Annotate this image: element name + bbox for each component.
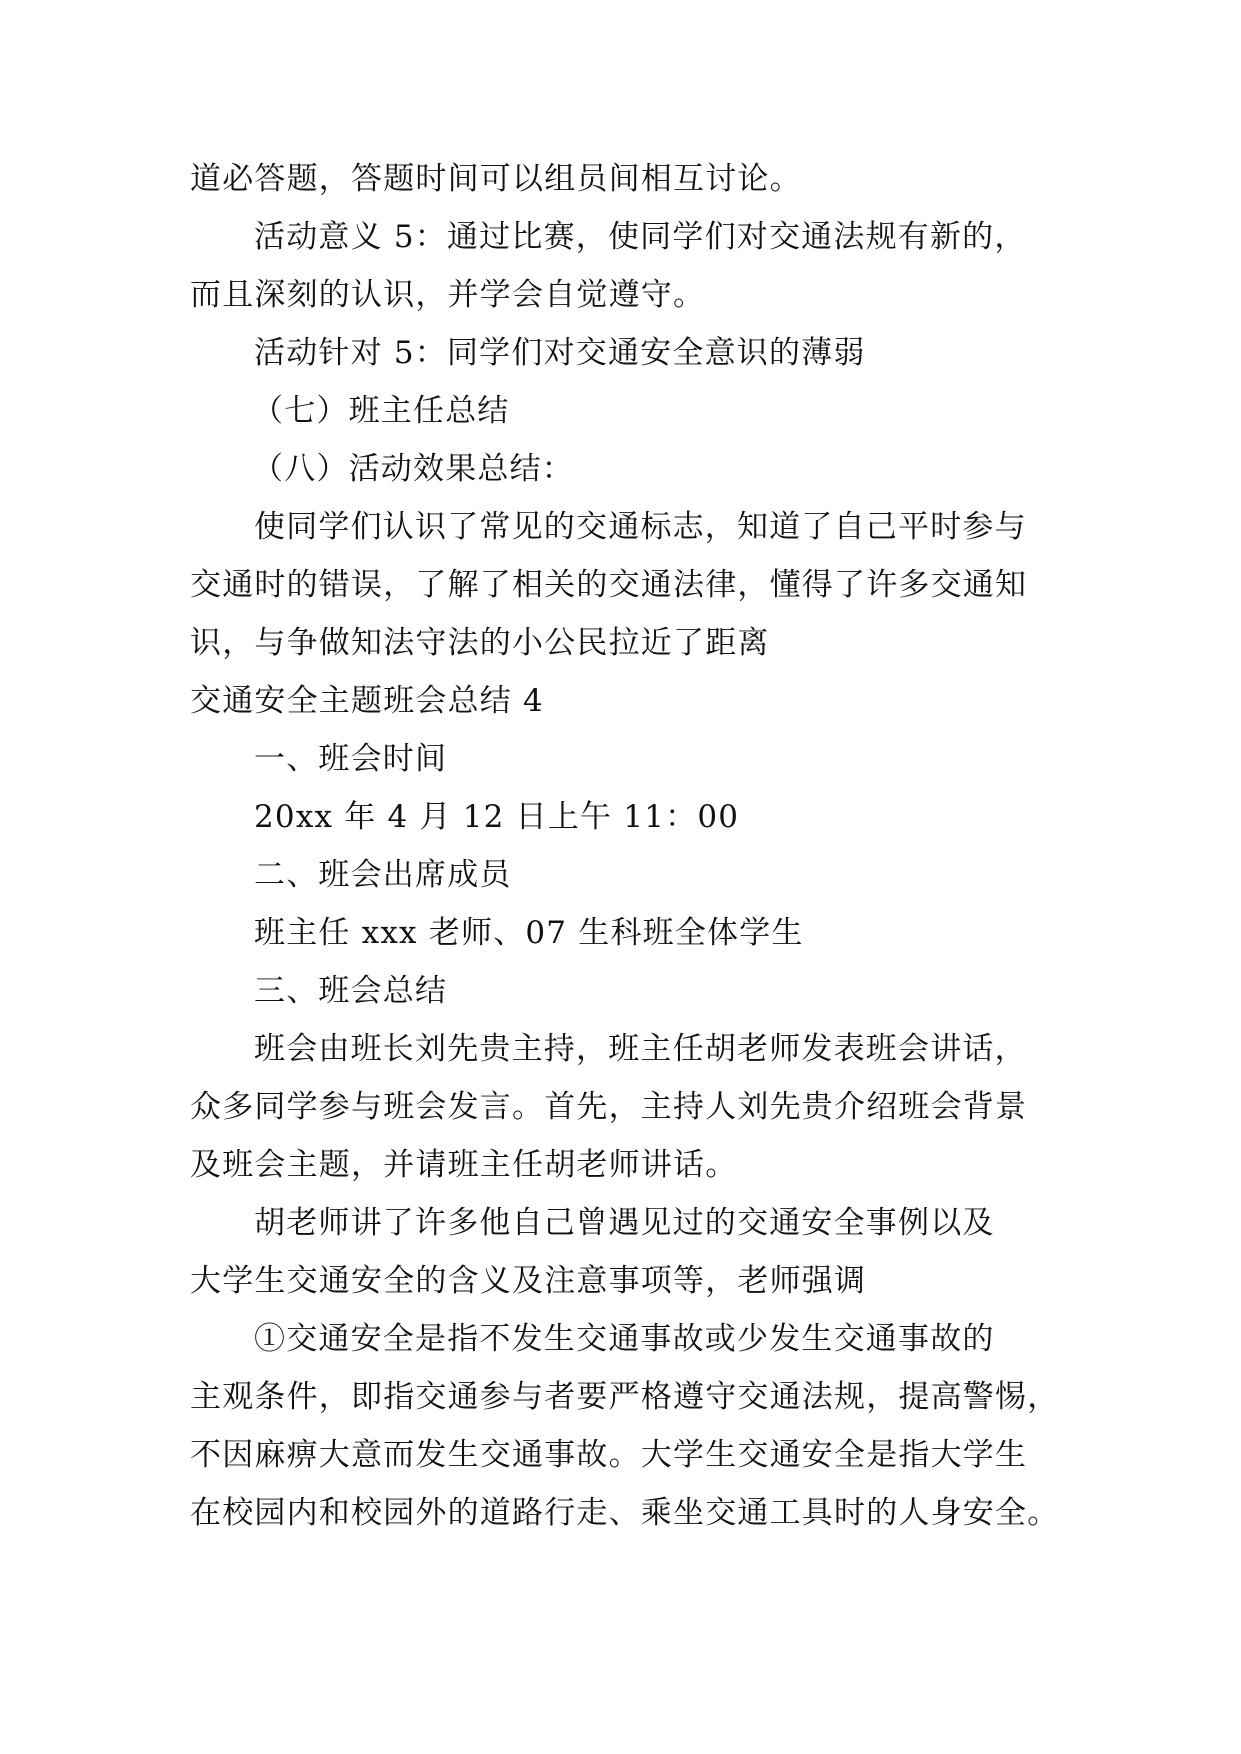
text-line: 大学生交通安全的含义及注意事项等，老师强调 <box>190 1263 867 1299</box>
text-line: 使同学们认识了常见的交通标志，知道了自己平时参与 <box>254 509 1027 545</box>
text-line: 20xx 年 4 月 12 日上午 11：00 <box>254 799 740 835</box>
section-heading: （八）活动效果总结： <box>252 451 574 487</box>
text-line: 道必答题，答题时间可以组员间相互讨论。 <box>190 161 802 197</box>
section-heading: 三、班会总结 <box>254 973 448 1009</box>
document-title: 交通安全主题班会总结 4 <box>190 683 544 719</box>
text-line: 班主任 xxx 老师、07 生科班全体学生 <box>254 915 804 951</box>
text-line: 众多同学参与班会发言。首先，主持人刘先贵介绍班会背景 <box>190 1089 1028 1125</box>
section-heading: 一、班会时间 <box>254 741 448 777</box>
text-line: 在校园内和校园外的道路行走、乘坐交通工具时的人身安全。 <box>190 1495 1060 1531</box>
text-line: ①交通安全是指不发生交通事故或少发生交通事故的 <box>254 1321 995 1357</box>
text-line: 活动针对 5：同学们对交通安全意识的薄弱 <box>254 335 866 371</box>
text-line: 及班会主题，并请班主任胡老师讲话。 <box>190 1147 738 1183</box>
text-line: 不因麻痹大意而发生交通事故。大学生交通安全是指大学生 <box>190 1437 1028 1473</box>
text-line: 识，与争做知法守法的小公民拉近了距离 <box>190 625 770 661</box>
text-line: 活动意义 5：通过比赛，使同学们对交通法规有新的， <box>254 219 1027 255</box>
text-line: 交通时的错误，了解了相关的交通法律，懂得了许多交通知 <box>190 567 1028 603</box>
section-heading: （七）班主任总结 <box>252 393 510 429</box>
text-line: 主观条件，即指交通参与者要严格遵守交通法规，提高警惕， <box>190 1379 1060 1415</box>
text-line: 班会由班长刘先贵主持，班主任胡老师发表班会讲话， <box>254 1031 1027 1067</box>
text-line: 而且深刻的认识，并学会自觉遵守。 <box>190 277 706 313</box>
section-heading: 二、班会出席成员 <box>254 857 512 893</box>
text-line: 胡老师讲了许多他自己曾遇见过的交通安全事例以及 <box>254 1205 995 1241</box>
document-body <box>190 150 1060 1542</box>
